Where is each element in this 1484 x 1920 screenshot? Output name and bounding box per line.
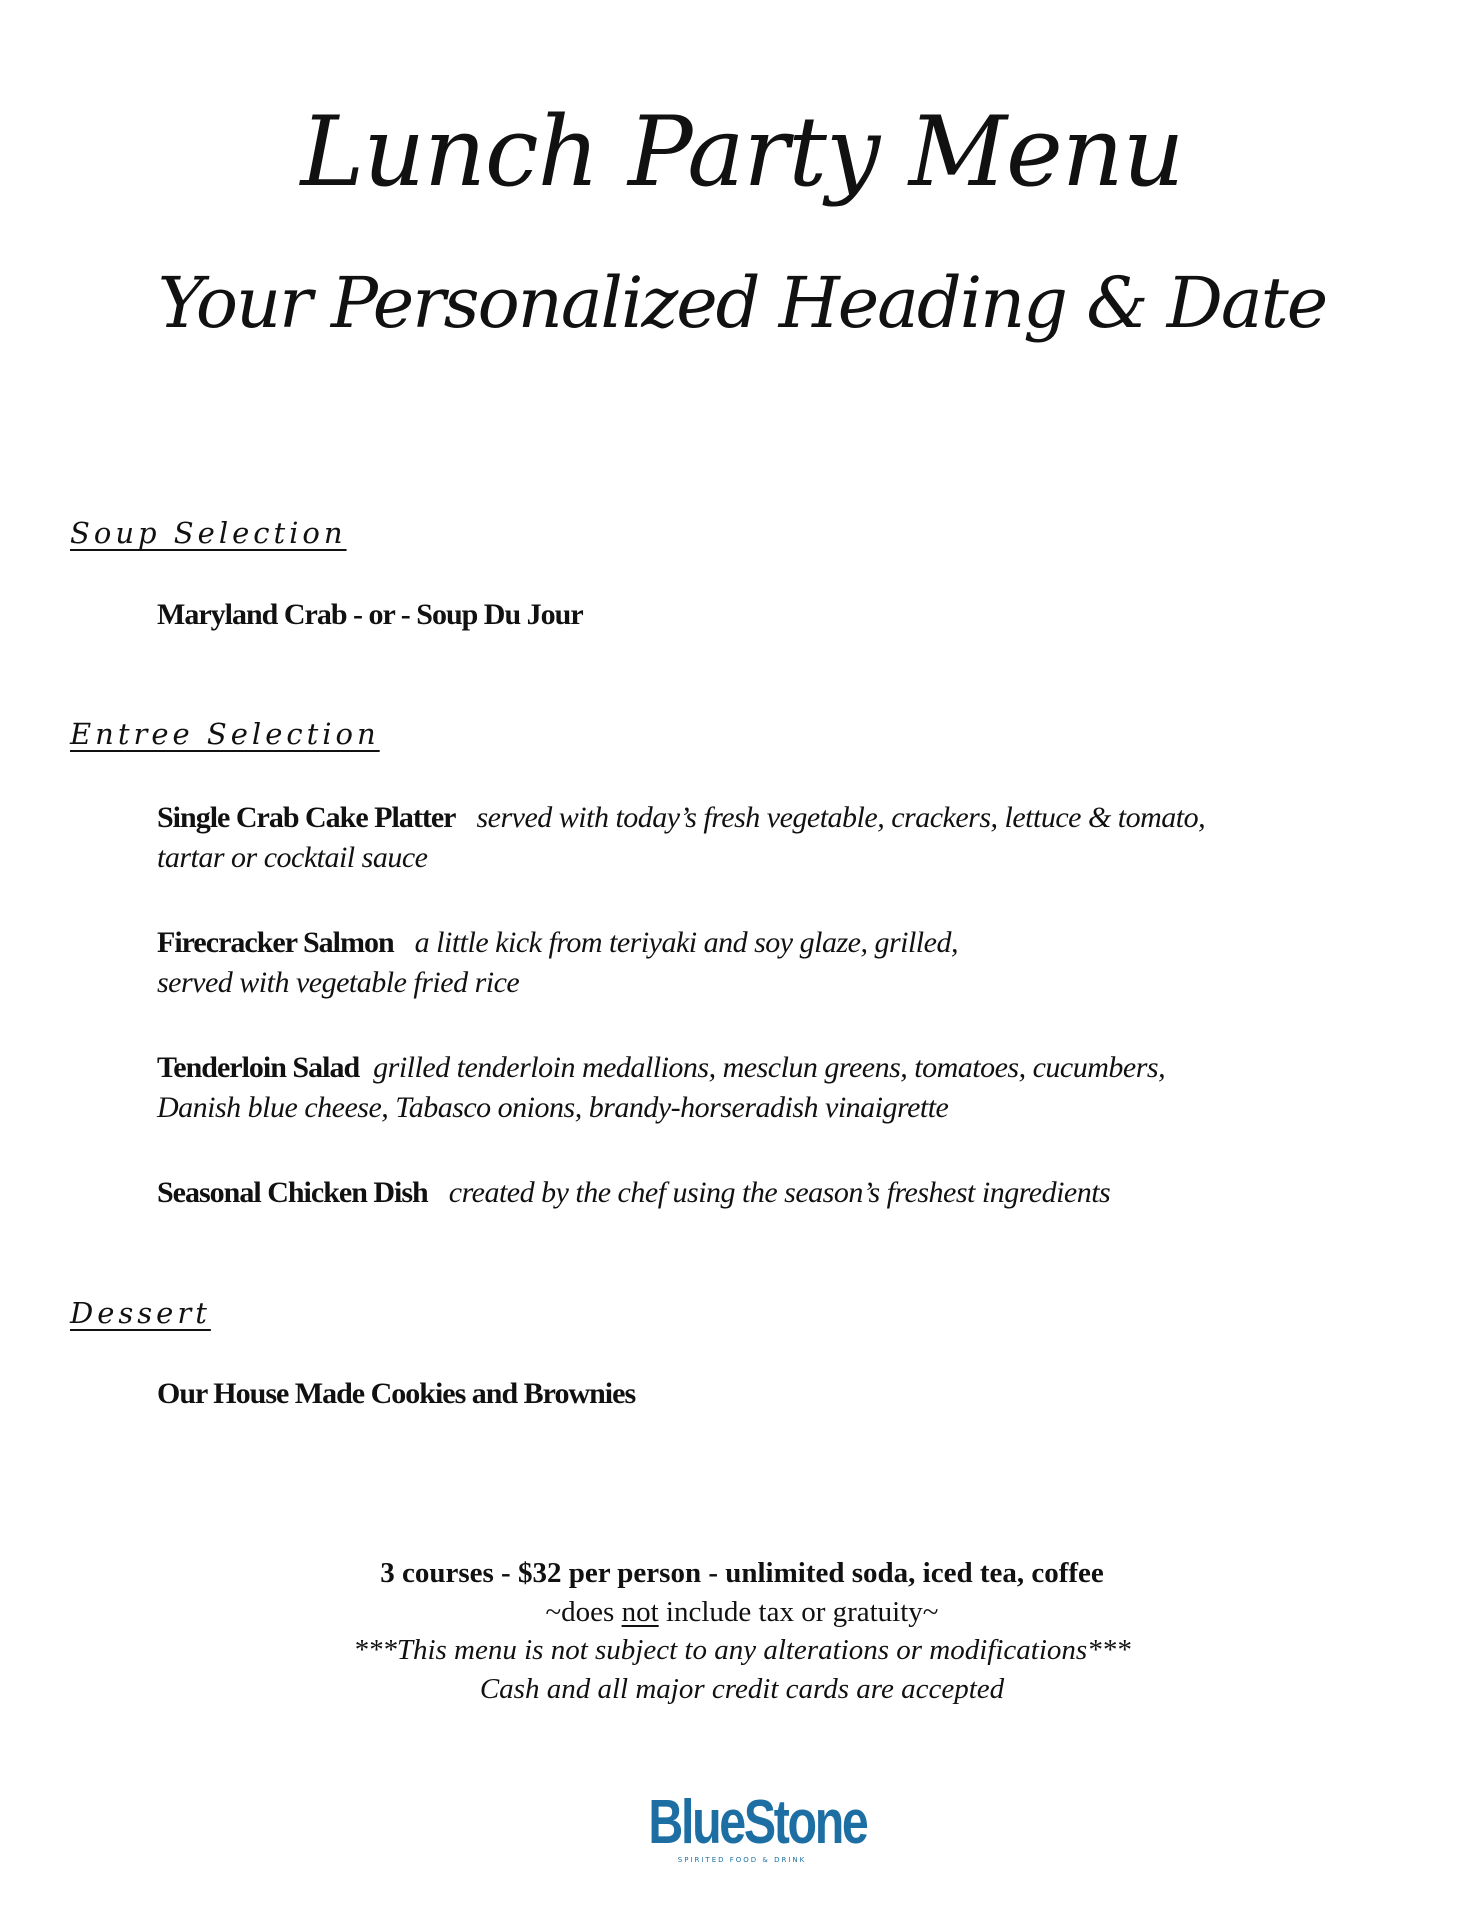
dessert-item-name: Our House Made Cookies and Brownies — [157, 1377, 636, 1410]
bluestone-logo — [622, 1788, 867, 1882]
entree-item-name: Single Crab Cake Platter — [157, 801, 456, 834]
entree-item-crab-cake — [157, 798, 1277, 878]
soup-section-heading: Soup Selection — [70, 516, 347, 550]
entree-item-description: a little kick from teriyaki and soy glaze, grilled, — [414, 926, 958, 959]
logo-wordmark: BlueStone — [648, 1788, 867, 1857]
entree-item-name: Firecracker Salmon — [157, 926, 394, 959]
entree-section-heading: Entree Selection — [70, 717, 380, 751]
soup-item-name: Maryland Crab - or - Soup Du Jour — [157, 598, 583, 631]
entree-item-name: Tenderloin Salad — [157, 1051, 360, 1084]
entree-item-chicken — [157, 1173, 1277, 1213]
entree-item-description: grilled tenderloin medallions, mesclun greens, tomatoes, cucumbers, — [373, 1051, 1166, 1084]
entree-item-description: created by the chef using the season’s freshest ingredients — [448, 1176, 1111, 1209]
tax-notice-prefix: ~does — [545, 1596, 622, 1628]
menu-title: Lunch Party Menu — [300, 96, 1184, 208]
dessert-item — [157, 1374, 1277, 1414]
dessert-section-heading: Dessert — [70, 1296, 211, 1330]
policy-notice: ***This menu is not subject to any alterations or modifications*** — [353, 1634, 1131, 1666]
pricing-line: 3 courses - $32 per person - unlimited soda, iced tea, coffee — [380, 1557, 1104, 1589]
payment-notice: Cash and all major credit cards are accepted — [479, 1673, 1005, 1705]
entree-item-description: served with today’s fresh vegetable, crackers, lettuce & tomato, — [476, 801, 1206, 834]
tax-notice-emphasis: not — [621, 1596, 659, 1628]
entree-item-name: Seasonal Chicken Dish — [157, 1176, 428, 1209]
tax-notice-suffix: include tax or gratuity~ — [658, 1596, 939, 1628]
logo-tagline: SPIRITED FOOD & DRINK — [677, 1856, 807, 1864]
entree-item-description-cont: Danish blue cheese, Tabasco onions, brandy-horseradish vinaigrette — [157, 1091, 949, 1124]
entree-item-salmon — [157, 923, 1277, 1003]
soup-item — [157, 595, 1277, 635]
entree-item-description-cont: tartar or cocktail sauce — [157, 841, 428, 874]
entree-item-description-cont: served with vegetable fried rice — [157, 966, 520, 999]
menu-subtitle: Your Personalized Heading & Date — [157, 262, 1327, 344]
tax-notice — [0, 1596, 1484, 1629]
entree-item-tenderloin-salad — [157, 1048, 1277, 1128]
